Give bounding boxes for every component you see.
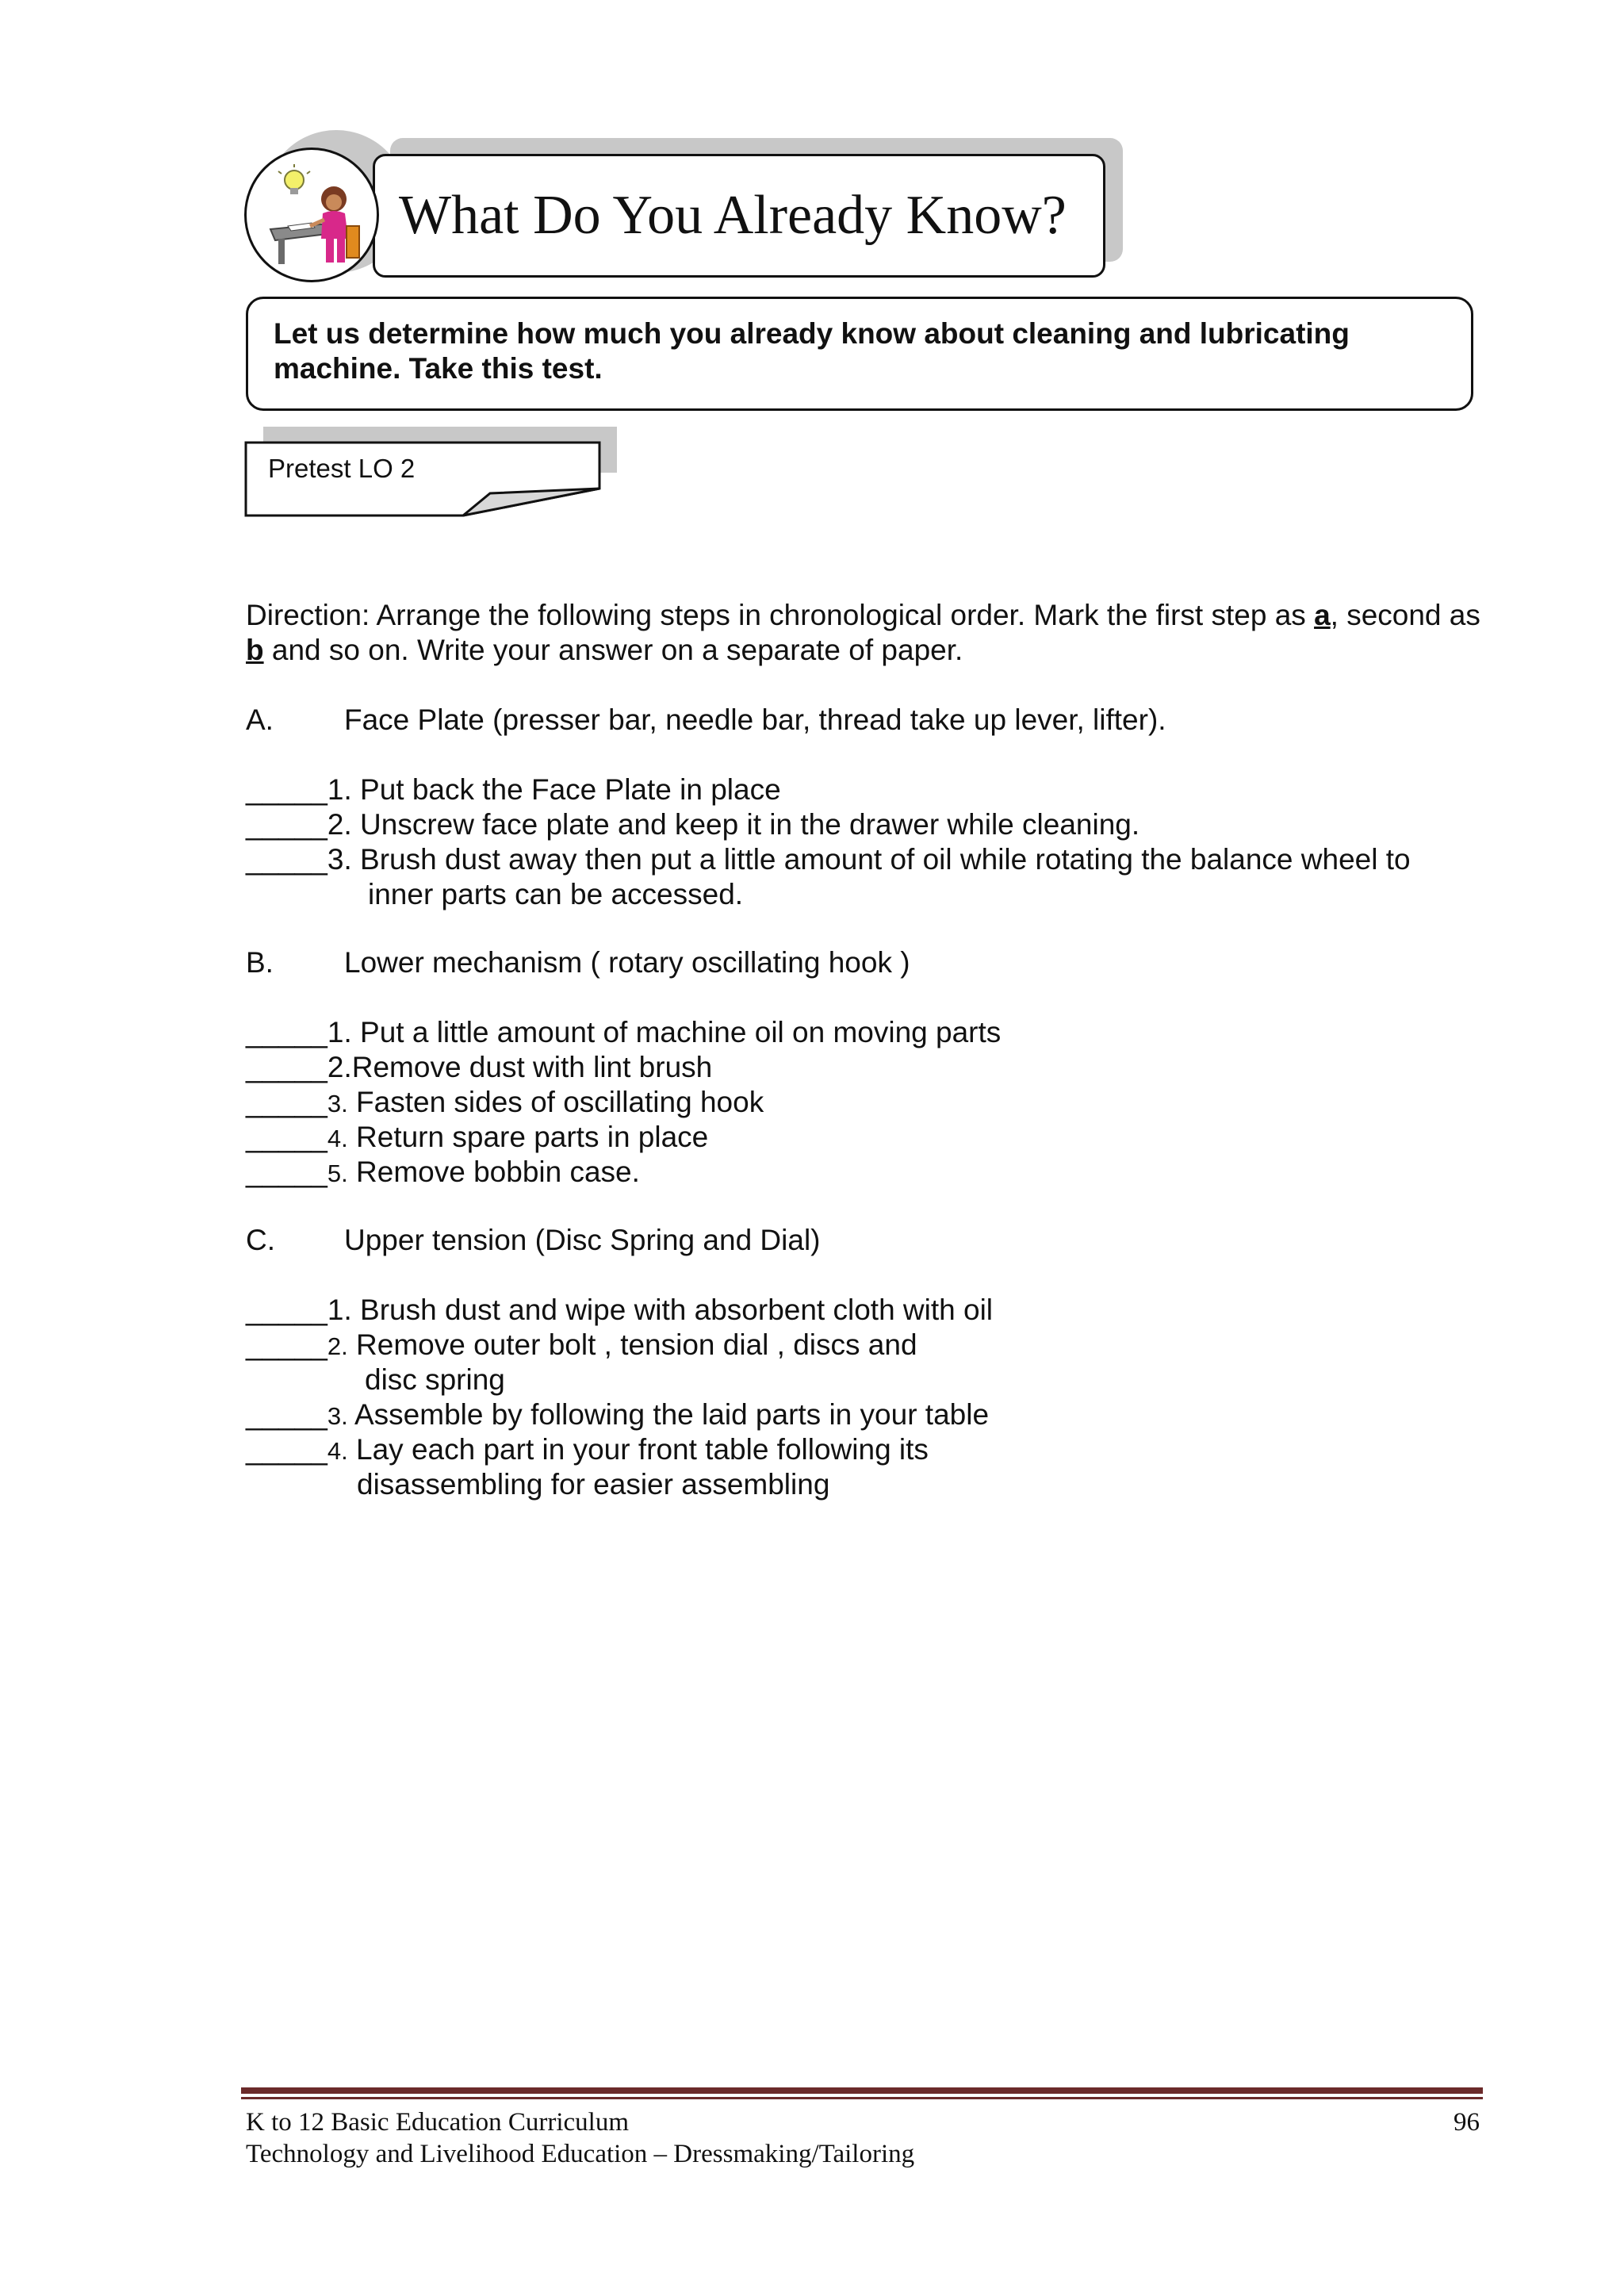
item-text: Lay each part in your front table following its <box>347 1433 929 1466</box>
footer-curriculum: K to 12 Basic Education Curriculum <box>246 2108 629 2137</box>
answer-blank: _____ <box>246 773 327 806</box>
item-number: 4. <box>327 1125 348 1152</box>
item-text: Remove outer bolt , tension dial , discs and <box>347 1328 917 1361</box>
page-number: 96 <box>1454 2108 1480 2137</box>
answer-blank: _____ <box>246 1016 327 1048</box>
item-text: Put a little amount of machine oil on moving parts <box>351 1016 1002 1048</box>
section-letter: A. <box>246 703 274 736</box>
section-title: Upper tension (Disc Spring and Dial) <box>344 1224 821 1256</box>
answer-blank: _____ <box>246 1328 327 1361</box>
item-number: 3. <box>327 843 352 876</box>
section-title: Lower mechanism ( rotary oscillating hook ) <box>344 946 910 979</box>
footer-rule <box>241 2087 1483 2094</box>
section-c-heading <box>246 1223 821 1258</box>
item-text: Remove bobbin case. <box>347 1156 640 1188</box>
list-item <box>246 1015 1001 1050</box>
item-number: 1. <box>327 1016 352 1048</box>
answer-blank: _____ <box>246 843 327 876</box>
answer-blank: _____ <box>246 1051 327 1083</box>
item-continuation: disc spring <box>365 1363 505 1396</box>
list-item <box>246 1397 989 1434</box>
item-text: Put back the Face Plate in place <box>351 773 781 806</box>
item-text: Remove dust with lint brush <box>351 1051 713 1083</box>
student-at-desk-with-lightbulb-icon <box>244 148 379 282</box>
answer-blank: _____ <box>246 1086 327 1118</box>
section-letter: B. <box>246 946 274 979</box>
answer-blank: _____ <box>246 1398 327 1431</box>
direction-part3: and so on. Write your answer on a separate of paper. <box>263 634 963 666</box>
item-number: 3. <box>327 1090 348 1117</box>
direction-mark-a: a <box>1314 599 1331 631</box>
item-continuation: inner parts can be accessed. <box>368 878 744 910</box>
item-number: 5. <box>327 1159 348 1187</box>
direction-part2: , second as <box>1330 599 1480 631</box>
list-item <box>246 1328 917 1364</box>
item-text: Fasten sides of oscillating hook <box>347 1086 764 1118</box>
list-item <box>246 1293 993 1328</box>
pretest-label: Pretest LO 2 <box>268 454 416 483</box>
header-banner <box>373 154 1105 278</box>
direction-text <box>246 598 1483 668</box>
item-number: 2. <box>327 1332 348 1360</box>
item-number: 2. <box>327 1051 352 1083</box>
list-item <box>246 772 781 807</box>
direction-mark-b: b <box>246 634 264 666</box>
list-item <box>246 807 1139 842</box>
page-title: What Do You Already Know? <box>399 185 1067 246</box>
item-text: Unscrew face plate and keep it in the drawer while cleaning. <box>351 808 1140 841</box>
answer-blank: _____ <box>246 808 327 841</box>
answer-blank: _____ <box>246 1121 327 1153</box>
footer-rule-thin <box>241 2097 1483 2099</box>
item-text: Brush dust away then put a little amount of oil while rotating the balance wheel to <box>351 843 1411 876</box>
list-item <box>246 1085 764 1121</box>
intro-box <box>246 297 1473 411</box>
item-number: 1. <box>327 1294 352 1326</box>
list-item <box>246 1432 929 1469</box>
item-number: 3. <box>327 1402 348 1430</box>
list-item <box>246 1050 712 1085</box>
item-text: Assemble by following the laid parts in your table <box>347 1398 990 1431</box>
section-title: Face Plate (presser bar, needle bar, thread take up lever, lifter). <box>344 703 1166 736</box>
item-continuation: disassembling for easier assembling <box>357 1468 830 1501</box>
section-a-heading <box>246 703 1166 738</box>
item-number: 1. <box>327 773 352 806</box>
answer-blank: _____ <box>246 1433 327 1466</box>
item-text: Brush dust and wipe with absorbent cloth with oil <box>351 1294 994 1326</box>
intro-text: Let us determine how much you already know about cleaning and lubricating machine. Take this test. <box>274 317 1350 385</box>
section-b-heading <box>246 945 910 980</box>
list-item <box>246 1120 708 1156</box>
item-number: 2. <box>327 808 352 841</box>
answer-blank: _____ <box>246 1294 327 1326</box>
direction-part1: Direction: Arrange the following steps in chronological order. Mark the first step as <box>246 599 1315 631</box>
section-letter: C. <box>246 1224 275 1256</box>
item-text: Return spare parts in place <box>347 1121 709 1153</box>
list-item <box>246 1155 640 1191</box>
footer-subject: Technology and Livelihood Education – Dressmaking/Tailoring <box>246 2140 915 2168</box>
answer-blank: _____ <box>246 1156 327 1188</box>
item-number: 4. <box>327 1437 348 1465</box>
list-item <box>246 842 1411 877</box>
